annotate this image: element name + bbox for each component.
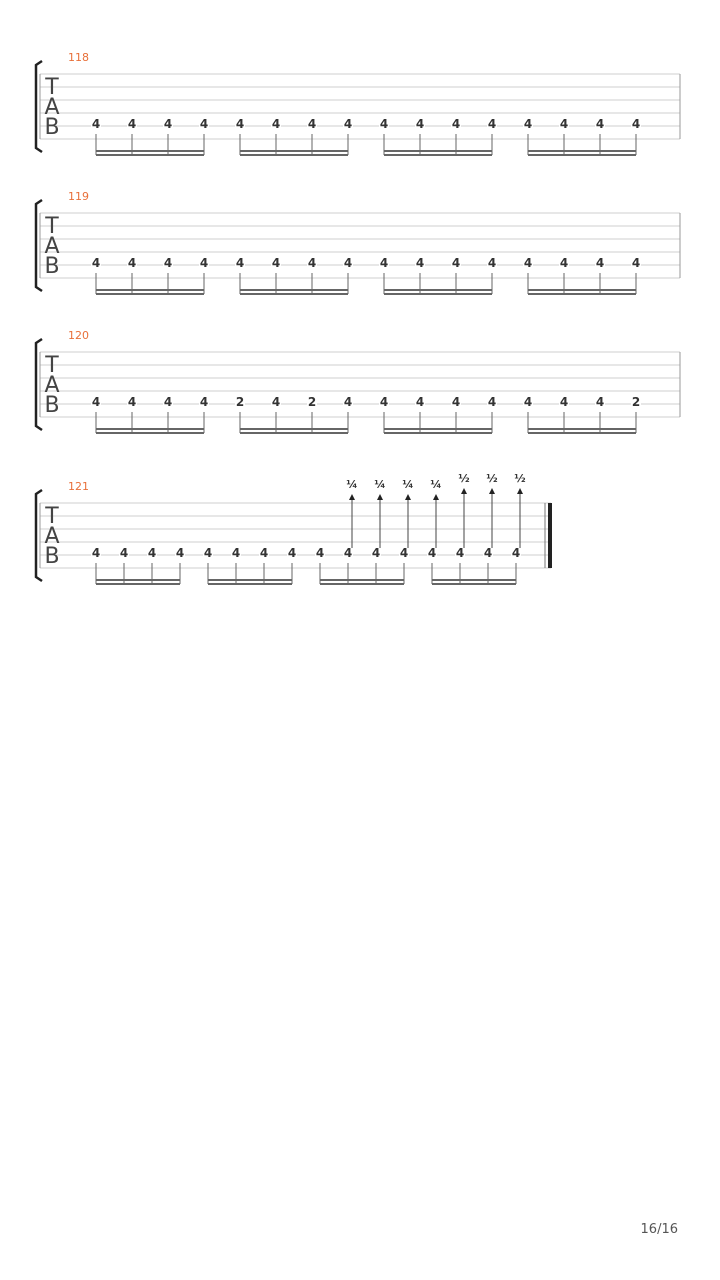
fret-number: 4	[91, 256, 101, 270]
beam-secondary	[208, 583, 292, 585]
beam-secondary	[528, 154, 636, 156]
beam-primary	[384, 289, 492, 291]
measure-number: 121	[68, 480, 89, 493]
beam-secondary	[96, 432, 204, 434]
bend-amount-label: ¼	[402, 478, 414, 491]
fret-number: 4	[487, 117, 497, 131]
beam-secondary	[240, 154, 348, 156]
beam-primary	[528, 289, 636, 291]
fret-number: 4	[487, 256, 497, 270]
bend-arrowhead	[349, 494, 355, 500]
fret-number: 4	[415, 395, 425, 409]
fret-number: 4	[343, 546, 353, 560]
fret-number: 4	[235, 256, 245, 270]
fret-number: 2	[631, 395, 641, 409]
fret-number: 2	[235, 395, 245, 409]
fret-number: 4	[343, 395, 353, 409]
tab-clef-letter: T	[45, 504, 59, 529]
fret-number: 4	[91, 546, 101, 560]
measure-number: 119	[68, 190, 89, 203]
beam-secondary	[96, 293, 204, 295]
fret-number: 4	[523, 256, 533, 270]
fret-number: 4	[287, 546, 297, 560]
fret-number: 4	[315, 546, 325, 560]
fret-number: 4	[271, 395, 281, 409]
beam-secondary	[528, 432, 636, 434]
fret-number: 4	[451, 395, 461, 409]
beam-primary	[96, 428, 204, 430]
fret-number: 4	[127, 117, 137, 131]
fret-number: 4	[559, 117, 569, 131]
fret-number: 4	[595, 395, 605, 409]
fret-number: 4	[147, 546, 157, 560]
fret-number: 4	[271, 256, 281, 270]
tab-clef-letter: B	[44, 393, 60, 418]
tab-clef-letter: A	[44, 234, 60, 259]
fret-number: 4	[415, 256, 425, 270]
fret-number: 4	[415, 117, 425, 131]
fret-number: 4	[343, 256, 353, 270]
fret-number: 4	[307, 256, 317, 270]
tab-clef-letter: B	[44, 115, 60, 140]
tab-clef-letter: B	[44, 544, 60, 569]
tab-clef-letter: T	[45, 353, 59, 378]
fret-number: 4	[199, 395, 209, 409]
fret-number: 4	[127, 256, 137, 270]
fret-number: 4	[91, 395, 101, 409]
fret-number: 4	[203, 546, 213, 560]
fret-number: 4	[163, 395, 173, 409]
fret-number: 4	[271, 117, 281, 131]
fret-number: 4	[199, 256, 209, 270]
fret-number: 4	[199, 117, 209, 131]
fret-number: 4	[427, 546, 437, 560]
fret-number: 4	[399, 546, 409, 560]
bend-arrowhead	[461, 488, 467, 494]
fret-number: 4	[559, 395, 569, 409]
bend-amount-label: ½	[486, 472, 498, 485]
fret-number: 4	[371, 546, 381, 560]
system-bracket	[36, 61, 42, 152]
beam-secondary	[432, 583, 516, 585]
fret-number: 4	[379, 117, 389, 131]
fret-number: 2	[307, 395, 317, 409]
fret-number: 4	[455, 546, 465, 560]
beam-secondary	[384, 432, 492, 434]
fret-number: 4	[91, 117, 101, 131]
tab-clef-letter: A	[44, 373, 60, 398]
bend-arrowhead	[405, 494, 411, 500]
beam-primary	[96, 289, 204, 291]
tab-clef-letter: B	[44, 254, 60, 279]
beam-secondary	[240, 432, 348, 434]
fret-number: 4	[559, 256, 569, 270]
fret-number: 4	[127, 395, 137, 409]
bend-amount-label: ½	[458, 472, 470, 485]
beam-primary	[528, 150, 636, 152]
fret-number: 4	[343, 117, 353, 131]
fret-number: 4	[631, 117, 641, 131]
page-number: 16/16	[640, 1222, 678, 1237]
fret-number: 4	[451, 256, 461, 270]
bend-amount-label: ¼	[374, 478, 386, 491]
beam-primary	[96, 150, 204, 152]
beam-primary	[240, 289, 348, 291]
beam-primary	[208, 579, 292, 581]
beam-secondary	[240, 293, 348, 295]
fret-number: 4	[523, 117, 533, 131]
beam-secondary	[96, 583, 180, 585]
beam-primary	[240, 150, 348, 152]
fret-number: 4	[163, 256, 173, 270]
fret-number: 4	[595, 256, 605, 270]
fret-number: 4	[307, 117, 317, 131]
tab-clef-letter: A	[44, 524, 60, 549]
fret-number: 4	[235, 117, 245, 131]
fret-number: 4	[119, 546, 129, 560]
fret-number: 4	[259, 546, 269, 560]
fret-number: 4	[163, 117, 173, 131]
fret-number: 4	[487, 395, 497, 409]
bend-arrowhead	[489, 488, 495, 494]
system-bracket	[36, 200, 42, 291]
beam-primary	[96, 579, 180, 581]
system-bracket	[36, 339, 42, 430]
fret-number: 4	[483, 546, 493, 560]
measure-number: 118	[68, 51, 89, 64]
beam-secondary	[320, 583, 404, 585]
bend-amount-label: ¼	[430, 478, 442, 491]
beam-primary	[528, 428, 636, 430]
measure-number: 120	[68, 329, 89, 342]
fret-number: 4	[595, 117, 605, 131]
bend-amount-label: ½	[514, 472, 526, 485]
fret-number: 4	[451, 117, 461, 131]
beam-secondary	[384, 154, 492, 156]
bend-amount-label: ¼	[346, 478, 358, 491]
bend-arrowhead	[517, 488, 523, 494]
beam-secondary	[384, 293, 492, 295]
fret-number: 4	[379, 256, 389, 270]
fret-number: 4	[379, 395, 389, 409]
fret-number: 4	[511, 546, 521, 560]
beam-primary	[384, 428, 492, 430]
beam-secondary	[96, 154, 204, 156]
final-barline-thick	[548, 503, 552, 568]
fret-number: 4	[523, 395, 533, 409]
bend-arrowhead	[377, 494, 383, 500]
beam-primary	[240, 428, 348, 430]
tab-clef-letter: A	[44, 95, 60, 120]
fret-number: 4	[175, 546, 185, 560]
system-bracket	[36, 490, 42, 581]
beam-primary	[432, 579, 516, 581]
beam-primary	[320, 579, 404, 581]
tab-clef-letter: T	[45, 214, 59, 239]
fret-number: 4	[231, 546, 241, 560]
beam-primary	[384, 150, 492, 152]
bend-arrowhead	[433, 494, 439, 500]
fret-number: 4	[631, 256, 641, 270]
tab-clef-letter: T	[45, 75, 59, 100]
beam-secondary	[528, 293, 636, 295]
